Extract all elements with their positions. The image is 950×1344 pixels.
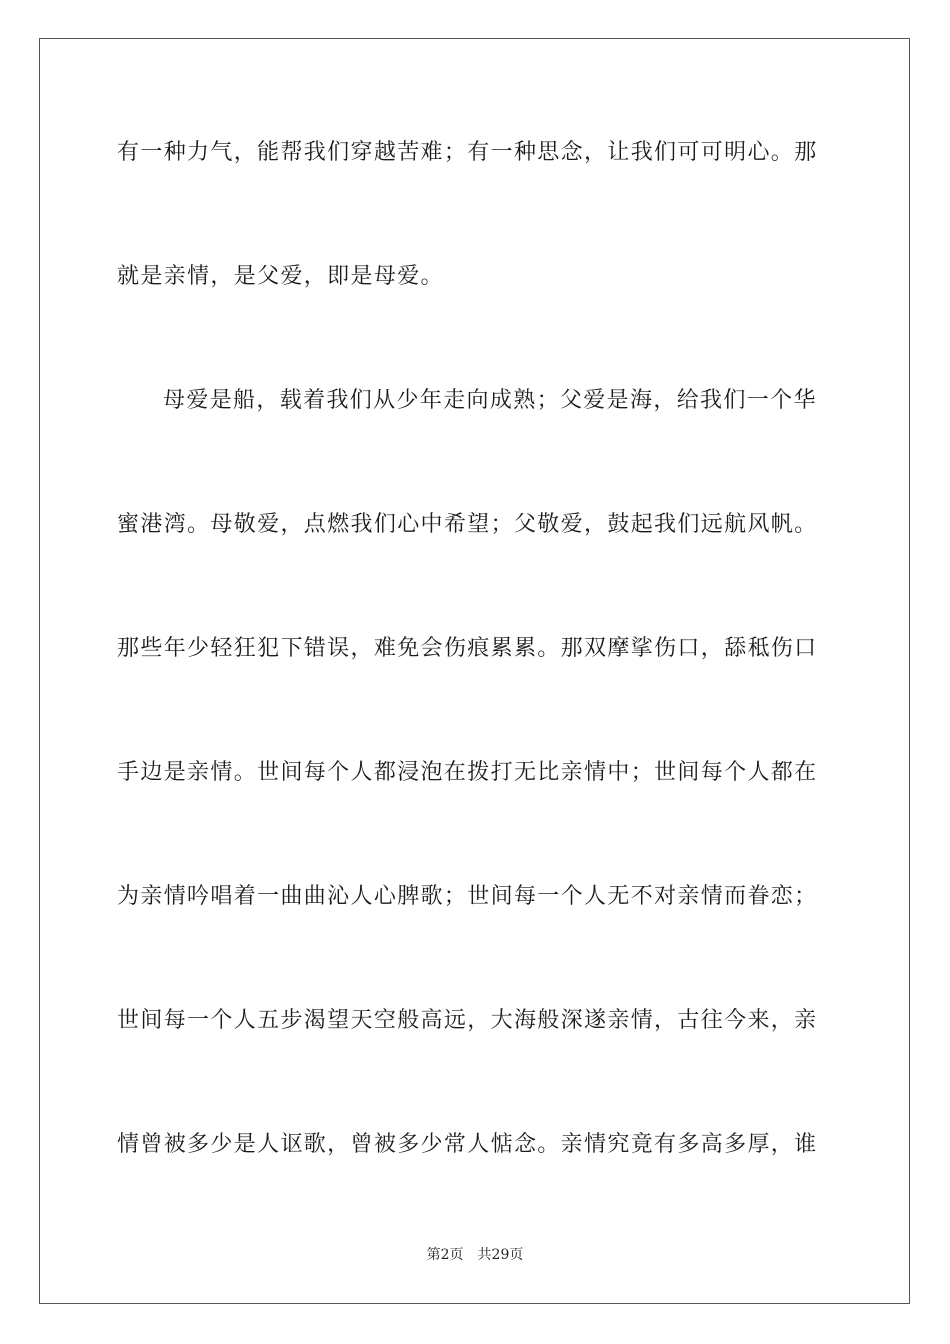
page-total: 共29页 [477,1247,524,1263]
text-line: 母爱是船，载着我们从少年走向成熟；父爱是海，给我们一个华 [163,388,817,413]
text-line: 情曾被多少是人讴歌，曾被多少常人惦念。亲情究竟有多高多厚，谁 [117,1132,818,1157]
page-border [39,38,910,1304]
text-line: 就是亲情，是父爱，即是母爱。 [117,264,444,289]
text-line: 那些年少轻狂犯下错误，难免会伤痕累累。那双摩挲伤口，舔秪伤口 [117,636,818,661]
text-line: 手边是亲情。世间每个人都浸泡在拨打无比亲情中；世间每个人都在 [117,760,818,785]
text-line: 蜜港湾。母敬爱，点燃我们心中希望；父敬爱，鼓起我们远航风帆。 [117,512,818,537]
text-line: 世间每一个人五步渴望天空般高远，大海般深遂亲情，古往今来，亲 [117,1008,818,1033]
text-line: 有一种力气，能帮我们穿越苦难；有一种思念，让我们可可明心。那 [117,140,818,165]
page-footer [0,1246,950,1264]
text-line: 为亲情吟唱着一曲曲沁人心脾歌；世间每一个人无不对亲情而眷恋； [117,884,818,909]
page-number: 第2页 [426,1247,464,1263]
